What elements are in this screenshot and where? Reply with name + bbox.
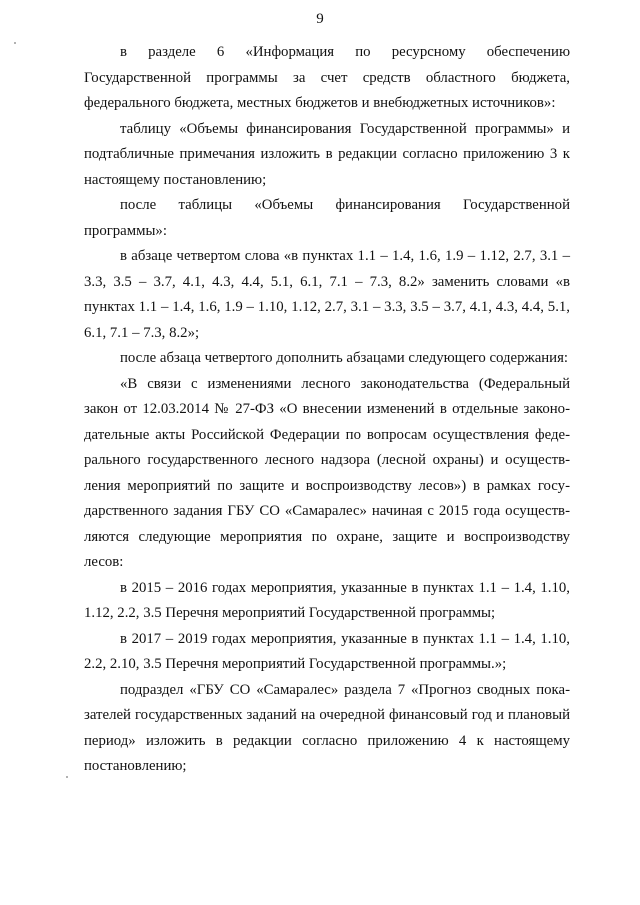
paragraph-section-6-info: в разделе 6 «Информация по ресурсному обеспечению Государственной программы за счет средств областного бюджета, федерального бюджета, местных бюджетов и внебюджетных источников»: — [84, 44, 570, 111]
page-number: 9 — [316, 11, 324, 27]
scan-speck — [14, 42, 16, 44]
paragraph-fourth-abzac: в абзаце четвертом слова «в пунктах 1.1 – 1.4, 1.6, 1.9 – 1.12, 2.7, 3.1 – 3.3, 3.5 – 3.7, 4.1, 4.3, 4.4, 5.1, 6.1, 7.1 – 7.3, 8.2» заменить словами «в пунктах 1.1 – 1.4, 1.6, 1.9 – 1.10, 1.12, 2.7, 3.1 – 3.3, 3.5 – 3.7, 4.1, 4.3, 4.4, 5.1, 6.1, 7.1 – 7.3, 8.2»; — [84, 248, 570, 341]
document-body — [84, 40, 570, 780]
scan-speck — [66, 776, 68, 778]
paragraph-forest-law: «В связи с изменениями лесного законодательства (Федеральный закон от 12.03.2014 № 27-ФЗ «О внесении изменений в отдельные законодательные акты Российской Федерации по вопросам осуществления федерального государственного лесного надзора (лесной охраны) и осуществления мероприятий по защите и воспроизводству лесов») в рамках государственного задания ГБУ СО «Самаралес» начиная с 2015 года осуществляются следующие мероприятия по охране, защите и воспроизводству лесов: — [84, 375, 570, 570]
paragraph-subsection-samarales: подраздел «ГБУ СО «Самаралес» раздела 7 «Прогноз сводных показателей государственных заданий на очередной финансовый год и плановый период» изложить в редакции согласно приложению 4 к настоящему постановлению; — [84, 681, 570, 774]
paragraph-after-table: после таблицы «Объемы финансирования Государственной программы»: — [84, 197, 570, 239]
paragraph-2015-2016: в 2015 – 2016 годах мероприятия, указанные в пунктах 1.1 – 1.4, 1.10, 1.12, 2.2, 3.5 Перечня мероприятий Государственной программы; — [84, 579, 570, 621]
paragraph-financing-table: таблицу «Объемы финансирования Государственной программы» и подтабличные примечания изложить в редакции согласно приложению 3 к настоящему постановлению; — [84, 120, 570, 188]
paragraph-add-abzacs: после абзаца четвертого дополнить абзацами следующего содержания: — [120, 350, 569, 366]
paragraph-2017-2019: в 2017 – 2019 годах мероприятия, указанные в пунктах 1.1 – 1.4, 1.10, 2.2, 2.10, 3.5 Перечня мероприятий Государственной программы.»; — [84, 630, 570, 672]
